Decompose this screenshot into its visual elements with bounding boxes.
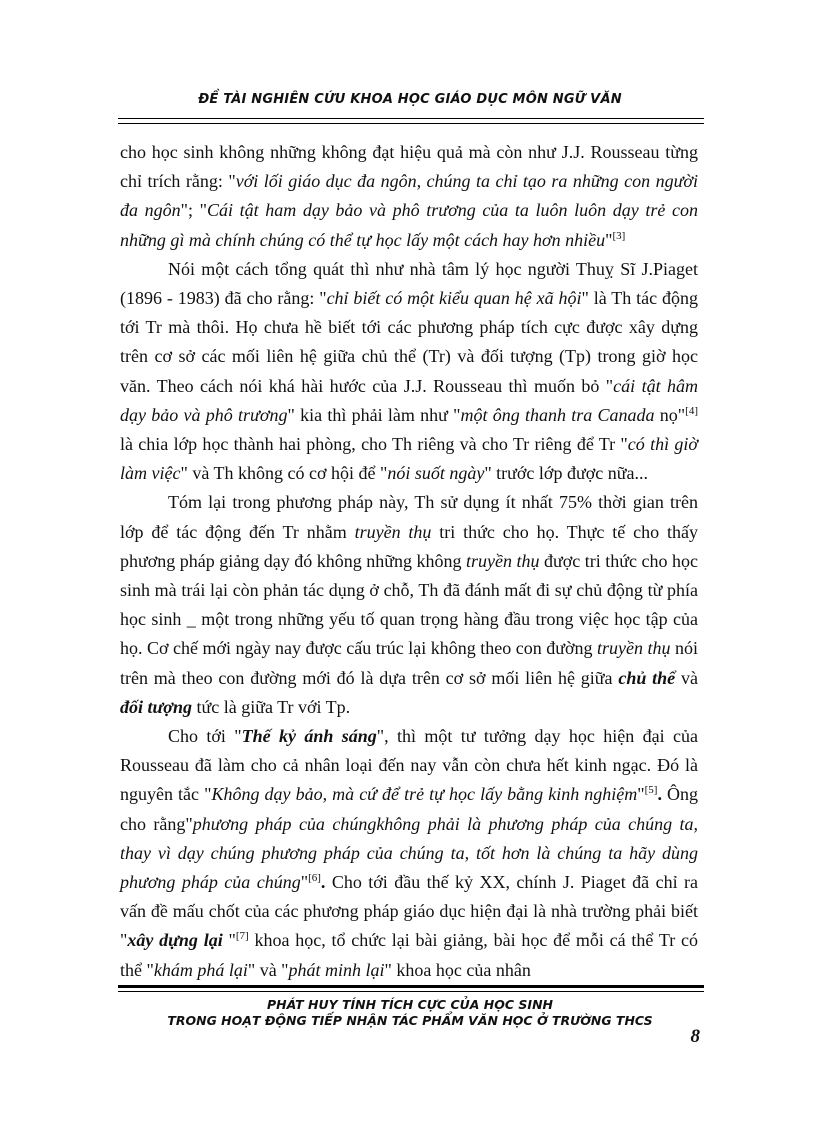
header-rule-top [118, 118, 704, 119]
p2-text-5: là chia lớp học thành hai phòng, cho Th riêng và cho Tr riêng để Tr " [120, 434, 628, 455]
footer-title [120, 997, 700, 1029]
citation-4: [4] [685, 404, 698, 417]
p3-text-6: tức là giữa Tr với Tp. [191, 696, 351, 717]
p4-dot-1: . [657, 784, 662, 805]
p4-quote-4: phát minh lại [288, 959, 385, 980]
p2-quote-2: cái tật hâm dạy bảo và phô trương [120, 375, 698, 425]
p4-dot-2: . [320, 872, 326, 893]
citation-3: [3] [612, 229, 626, 242]
p1-text-2: "; " [180, 200, 207, 221]
paragraph-2 [120, 255, 698, 489]
p2-text-1: Nói một cách tổng quát thì như nhà tâm lý học người Thuỵ Sĩ J.Piaget (1896 - 1983) đã cho rằng: " [120, 258, 698, 309]
paragraph-4 [120, 722, 698, 985]
paragraph-1 [120, 138, 698, 255]
p4-text-5: " [300, 872, 309, 893]
footer-line-1: PHÁT HUY TÍNH TÍCH CỰC CỦA HỌC SINH [267, 997, 553, 1012]
p3-text-5: và [675, 667, 698, 688]
p4-text-2: ", thì một tư tưởng dạy học hiện đại của Rousseau đã làm cho cả nhân loại đến nay vẫn còn chưa hết kinh ngạc. Đó là nguyên tắc " [120, 726, 699, 805]
p4-bold-1: Thế kỷ ánh sáng [241, 726, 377, 747]
p4-text-8: khoa học, tổ chức lại bài giảng, bài học để mỗi cá thể Tr có thể " [120, 930, 698, 980]
citation-6: [6] [308, 872, 321, 885]
p2-quote-4: có thì giờ làm việc [120, 434, 698, 484]
p3-text-2: tri thức cho họ. Thực tế cho thấy phương pháp giảng dạy đó không những không [120, 521, 698, 571]
citation-7: [7] [235, 930, 249, 943]
p4-text-6: Cho tới đầu thế kỷ XX, chính J. Piaget đã chỉ ra vấn đề mấu chốt của các phương pháp giáo dục hiện đại là nhà trường phải biết " [120, 872, 699, 951]
p3-emph-3: truyền thụ [596, 638, 671, 659]
p3-emph-2: truyền thụ [466, 550, 540, 571]
p4-text-9: " và " [247, 959, 289, 980]
p3-text-4: nói trên mà theo con đường mới đó là dựa trên cơ sở mối liên hệ giữa [120, 638, 698, 688]
p2-text-2: " là Th tác động tới Tr mà thôi. Họ chưa hề biết tới các phương pháp tích cực được xây dựng trên cơ sở các mối liên hệ giữa chủ thể (Tr) và đối tượng (Tp) trong giờ học văn. Theo cách nói khá hài hước của J.J. Rousseau thì muốn bỏ " [120, 288, 698, 396]
p4-text-4: Ông cho rằng" [120, 784, 699, 834]
footer-line-2: TRONG HOẠT ĐỘNG TIẾP NHẬN TÁC PHẨM VĂN HỌC Ở TRƯỜNG THCS [167, 1013, 653, 1028]
citation-5: [5] [644, 784, 658, 797]
footer-rule-bottom [118, 991, 704, 992]
header-rule-bottom [118, 123, 704, 124]
p3-text-1: Tóm lại trong phương pháp này, Th sử dụng ít nhất 75% thời gian trên lớp để tác động đến Tr nhằm [120, 492, 698, 542]
page-number: 8 [690, 1026, 700, 1047]
p2-quote-1: chỉ biết có một kiểu quan hệ xã hội [326, 288, 582, 309]
p3-text-3: được tri thức cho học sinh mà trái lại còn phản tác dụng ở chỗ, Th đã đánh mất đi sự chủ động từ phía học sinh _ một trong những yếu tố quan trọng hàng đầu trong việc học tập của họ. Cơ chế mới ngày nay được cấu trúc lại không theo con đường [120, 550, 699, 659]
p2-text-3: " kia thì phải làm như " [287, 404, 461, 425]
p4-text-10: " khoa học của nhân [384, 959, 531, 980]
header-title: ĐỀ TÀI NGHIÊN CỨU KHOA HỌC GIÁO DỤC MÔN NGỮ VĂN [198, 92, 622, 107]
p2-text-7: " trước lớp được nữa... [484, 463, 648, 484]
p4-bold-2: xây dựng lại [127, 930, 223, 951]
p3-emph-1: truyền thụ [354, 521, 432, 542]
p2-text-6: " và Th không có cơ hội để " [180, 463, 388, 484]
footer-rule-top [118, 985, 704, 988]
p4-quote-3: khám phá lại [153, 959, 248, 980]
p2-quote-3: một ông thanh tra Canada [460, 404, 655, 425]
p1-text-3: " [605, 229, 613, 250]
p3-bold-1: chủ thể [618, 667, 676, 688]
paragraph-3 [120, 488, 698, 722]
p2-text-4: nọ" [654, 404, 686, 425]
body-text [120, 138, 698, 985]
p4-text-1: Cho tới " [168, 726, 242, 747]
p4-quote-1: Không dạy bảo, mà cứ để trẻ tự học lấy bằng kinh nghiệm [211, 784, 638, 805]
p4-text-7: " [222, 930, 236, 951]
p4-quote-2: phương pháp của chúngkhông phải là phương pháp của chúng ta, thay vì dạy chúng phương pháp của chúng ta, tốt hơn là chúng ta hãy dùng phương pháp của chúng [120, 813, 698, 893]
p4-text-3: " [637, 784, 645, 805]
p2-quote-5: nói suốt ngày [387, 463, 485, 484]
p1-text-1: cho học sinh không những không đạt hiệu quả mà còn như J.J. Rousseau từng chỉ trích rằng: " [120, 142, 698, 192]
p3-bold-2: đối tượng [120, 696, 192, 717]
p1-quote-2: Cái tật ham dạy bảo và phô trương của ta luôn luôn dạy trẻ con những gì mà chính chúng có thể tự học lấy một cách hay hơn nhiều [120, 200, 699, 250]
p1-quote-1: với lối giáo dục đa ngôn, chúng ta chỉ tạo ra những con người đa ngôn [120, 171, 699, 221]
